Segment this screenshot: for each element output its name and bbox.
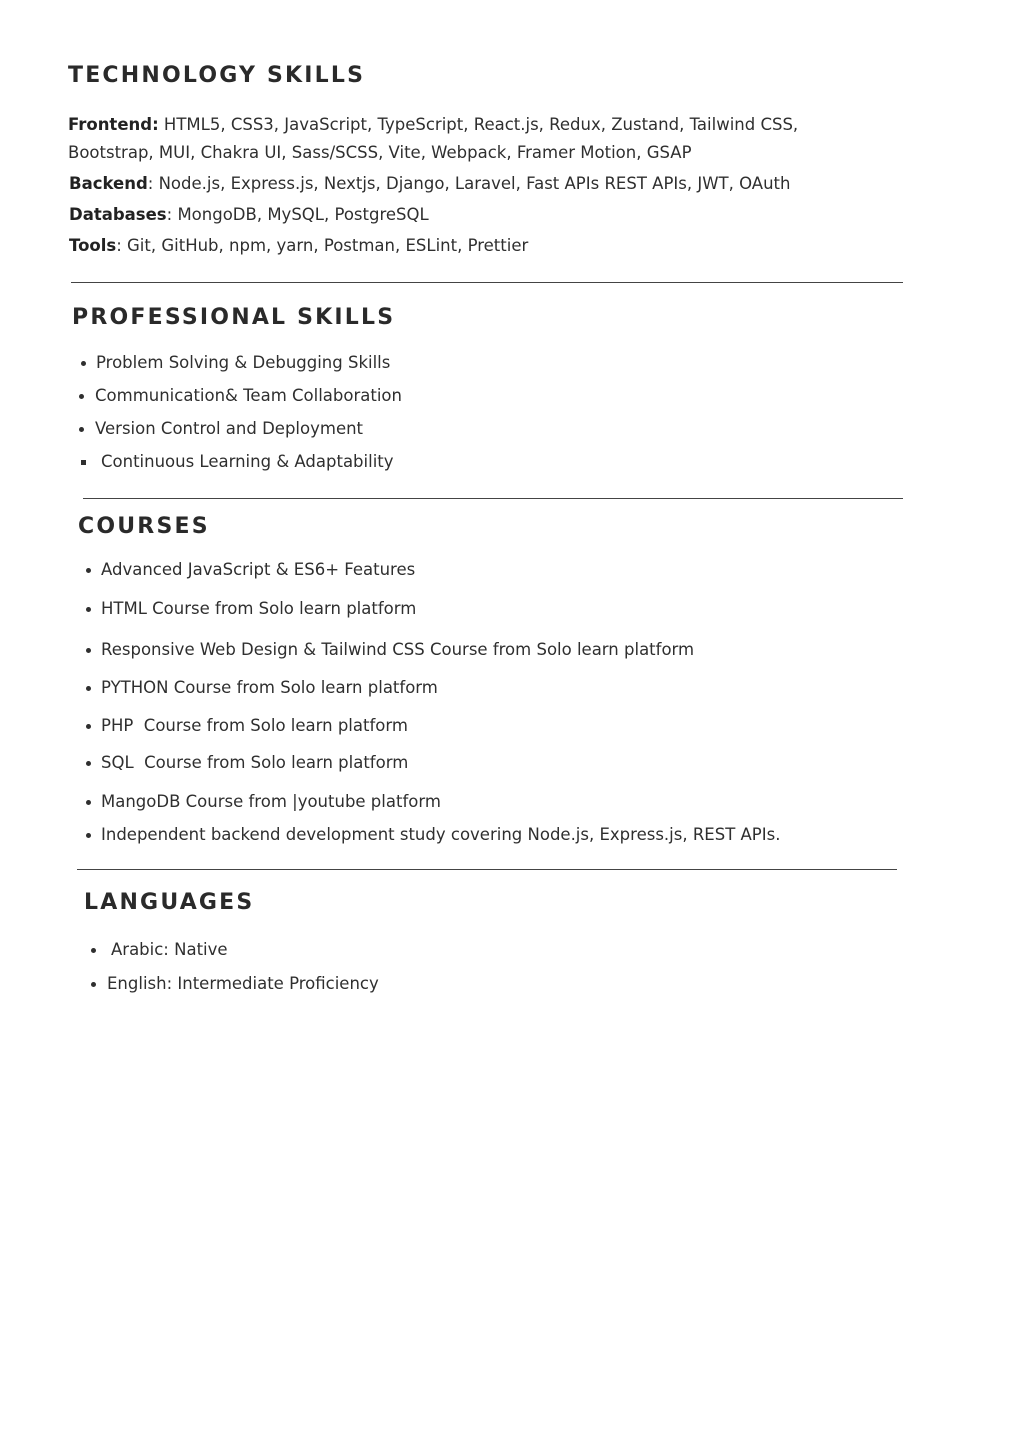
frontend-line-1 — [68, 115, 798, 135]
course-item: PYTHON Course from Solo learn platform — [101, 678, 438, 697]
bullet-icon — [86, 833, 91, 838]
bullet-icon — [86, 724, 91, 729]
frontend-value: HTML5, CSS3, JavaScript, TypeScript, React.js, Redux, Zustand, Tailwind CSS, — [158, 115, 799, 134]
language-item: English: Intermediate Proficiency — [107, 974, 379, 993]
databases-value: : MongoDB, MySQL, PostgreSQL — [166, 205, 429, 224]
professional-skill-item: Continuous Learning & Adaptability — [101, 452, 394, 471]
professional-skills-heading: PROFESSIONAL SKILLS — [72, 305, 396, 330]
language-item: Arabic: Native — [111, 940, 228, 959]
course-item: HTML Course from Solo learn platform — [101, 599, 417, 618]
tools-line — [69, 236, 528, 256]
tools-label: Tools — [69, 236, 117, 255]
bullet-icon — [86, 648, 91, 653]
tools-value: : Git, GitHub, npm, yarn, Postman, ESLint, Prettier — [116, 236, 529, 255]
backend-value: : Node.js, Express.js, Nextjs, Django, Laravel, Fast APIs REST APIs, JWT, OAuth — [147, 174, 791, 193]
professional-skill-item: Problem Solving & Debugging Skills — [96, 353, 391, 372]
courses-heading: COURSES — [78, 514, 210, 539]
divider-courses — [77, 869, 897, 870]
course-item: Responsive Web Design & Tailwind CSS Course from Solo learn platform — [101, 640, 695, 659]
frontend-line-2 — [68, 143, 692, 163]
bullet-icon — [86, 800, 91, 805]
frontend-value-continued: Bootstrap, MUI, Chakra UI, Sass/SCSS, Vite, Webpack, Framer Motion, GSAP — [68, 143, 692, 162]
technology-skills-heading: TECHNOLOGY SKILLS — [68, 63, 366, 88]
languages-heading: LANGUAGES — [84, 890, 255, 915]
bullet-icon — [86, 686, 91, 691]
databases-label: Databases — [69, 205, 167, 224]
bullet-icon — [81, 361, 86, 366]
bullet-icon — [91, 982, 96, 987]
course-item: PHP Course from Solo learn platform — [101, 716, 408, 735]
professional-skill-item: Communication& Team Collaboration — [95, 386, 402, 405]
course-item: Independent backend development study covering Node.js, Express.js, REST APIs. — [101, 825, 781, 844]
divider-technology — [71, 282, 903, 283]
course-item: Advanced JavaScript & ES6+ Features — [101, 560, 416, 579]
bullet-icon — [79, 427, 84, 432]
backend-label: Backend — [69, 174, 148, 193]
bullet-square-icon — [81, 460, 86, 465]
bullet-icon — [86, 761, 91, 766]
divider-professional — [83, 498, 903, 499]
bullet-icon — [86, 568, 91, 573]
course-item: SQL Course from Solo learn platform — [101, 753, 409, 772]
professional-skill-item: Version Control and Deployment — [95, 419, 364, 438]
databases-line — [69, 205, 429, 225]
bullet-icon — [91, 948, 96, 953]
frontend-label: Frontend: — [68, 115, 159, 134]
course-item: MangoDB Course from |youtube platform — [101, 792, 441, 811]
bullet-icon — [79, 394, 84, 399]
bullet-icon — [86, 607, 91, 612]
backend-line — [69, 174, 790, 194]
